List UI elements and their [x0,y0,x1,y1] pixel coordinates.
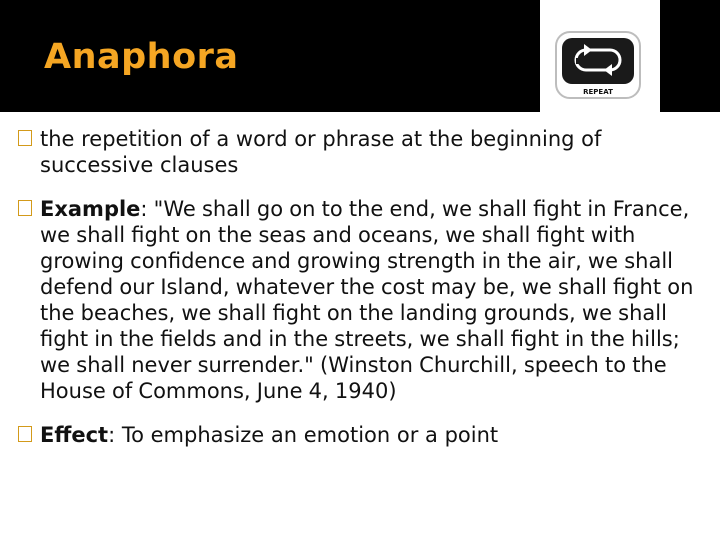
definition-bullet [18,126,708,178]
bullet-box-icon [18,130,32,146]
bullet-box-icon [18,200,32,216]
repeat-icon-graphic [554,30,642,102]
example-quote: : "We shall go on to the end, we shall fight in France, we shall fight on the seas and oceans, we shall fight with growing confidence and growing strength in the air, we shall defend our Island, whatever the cost may be, we shall fight on the beaches, we shall fight on the landing grounds, we shall fight in the fields and in the streets, we shall fight in the hills; we shall never surrender." (Winston Churchill, speech to the House of Commons, June 4, 1940) [40,197,694,403]
effect-bullet [18,422,708,448]
effect-label: Effect [40,423,109,447]
bullet-list [18,126,708,448]
definition-text: the repetition of a word or phrase at the beginning of successive clauses [40,127,602,177]
effect-text: : To emphasize an emotion or a point [108,423,499,447]
example-bullet [18,196,708,404]
repeat-icon-label: REPEAT [583,88,613,96]
repeat-arrows-icon [554,30,642,102]
bullet-box-icon [18,426,32,442]
example-label: Example [40,197,141,221]
slide-title: Anaphora [44,37,239,77]
